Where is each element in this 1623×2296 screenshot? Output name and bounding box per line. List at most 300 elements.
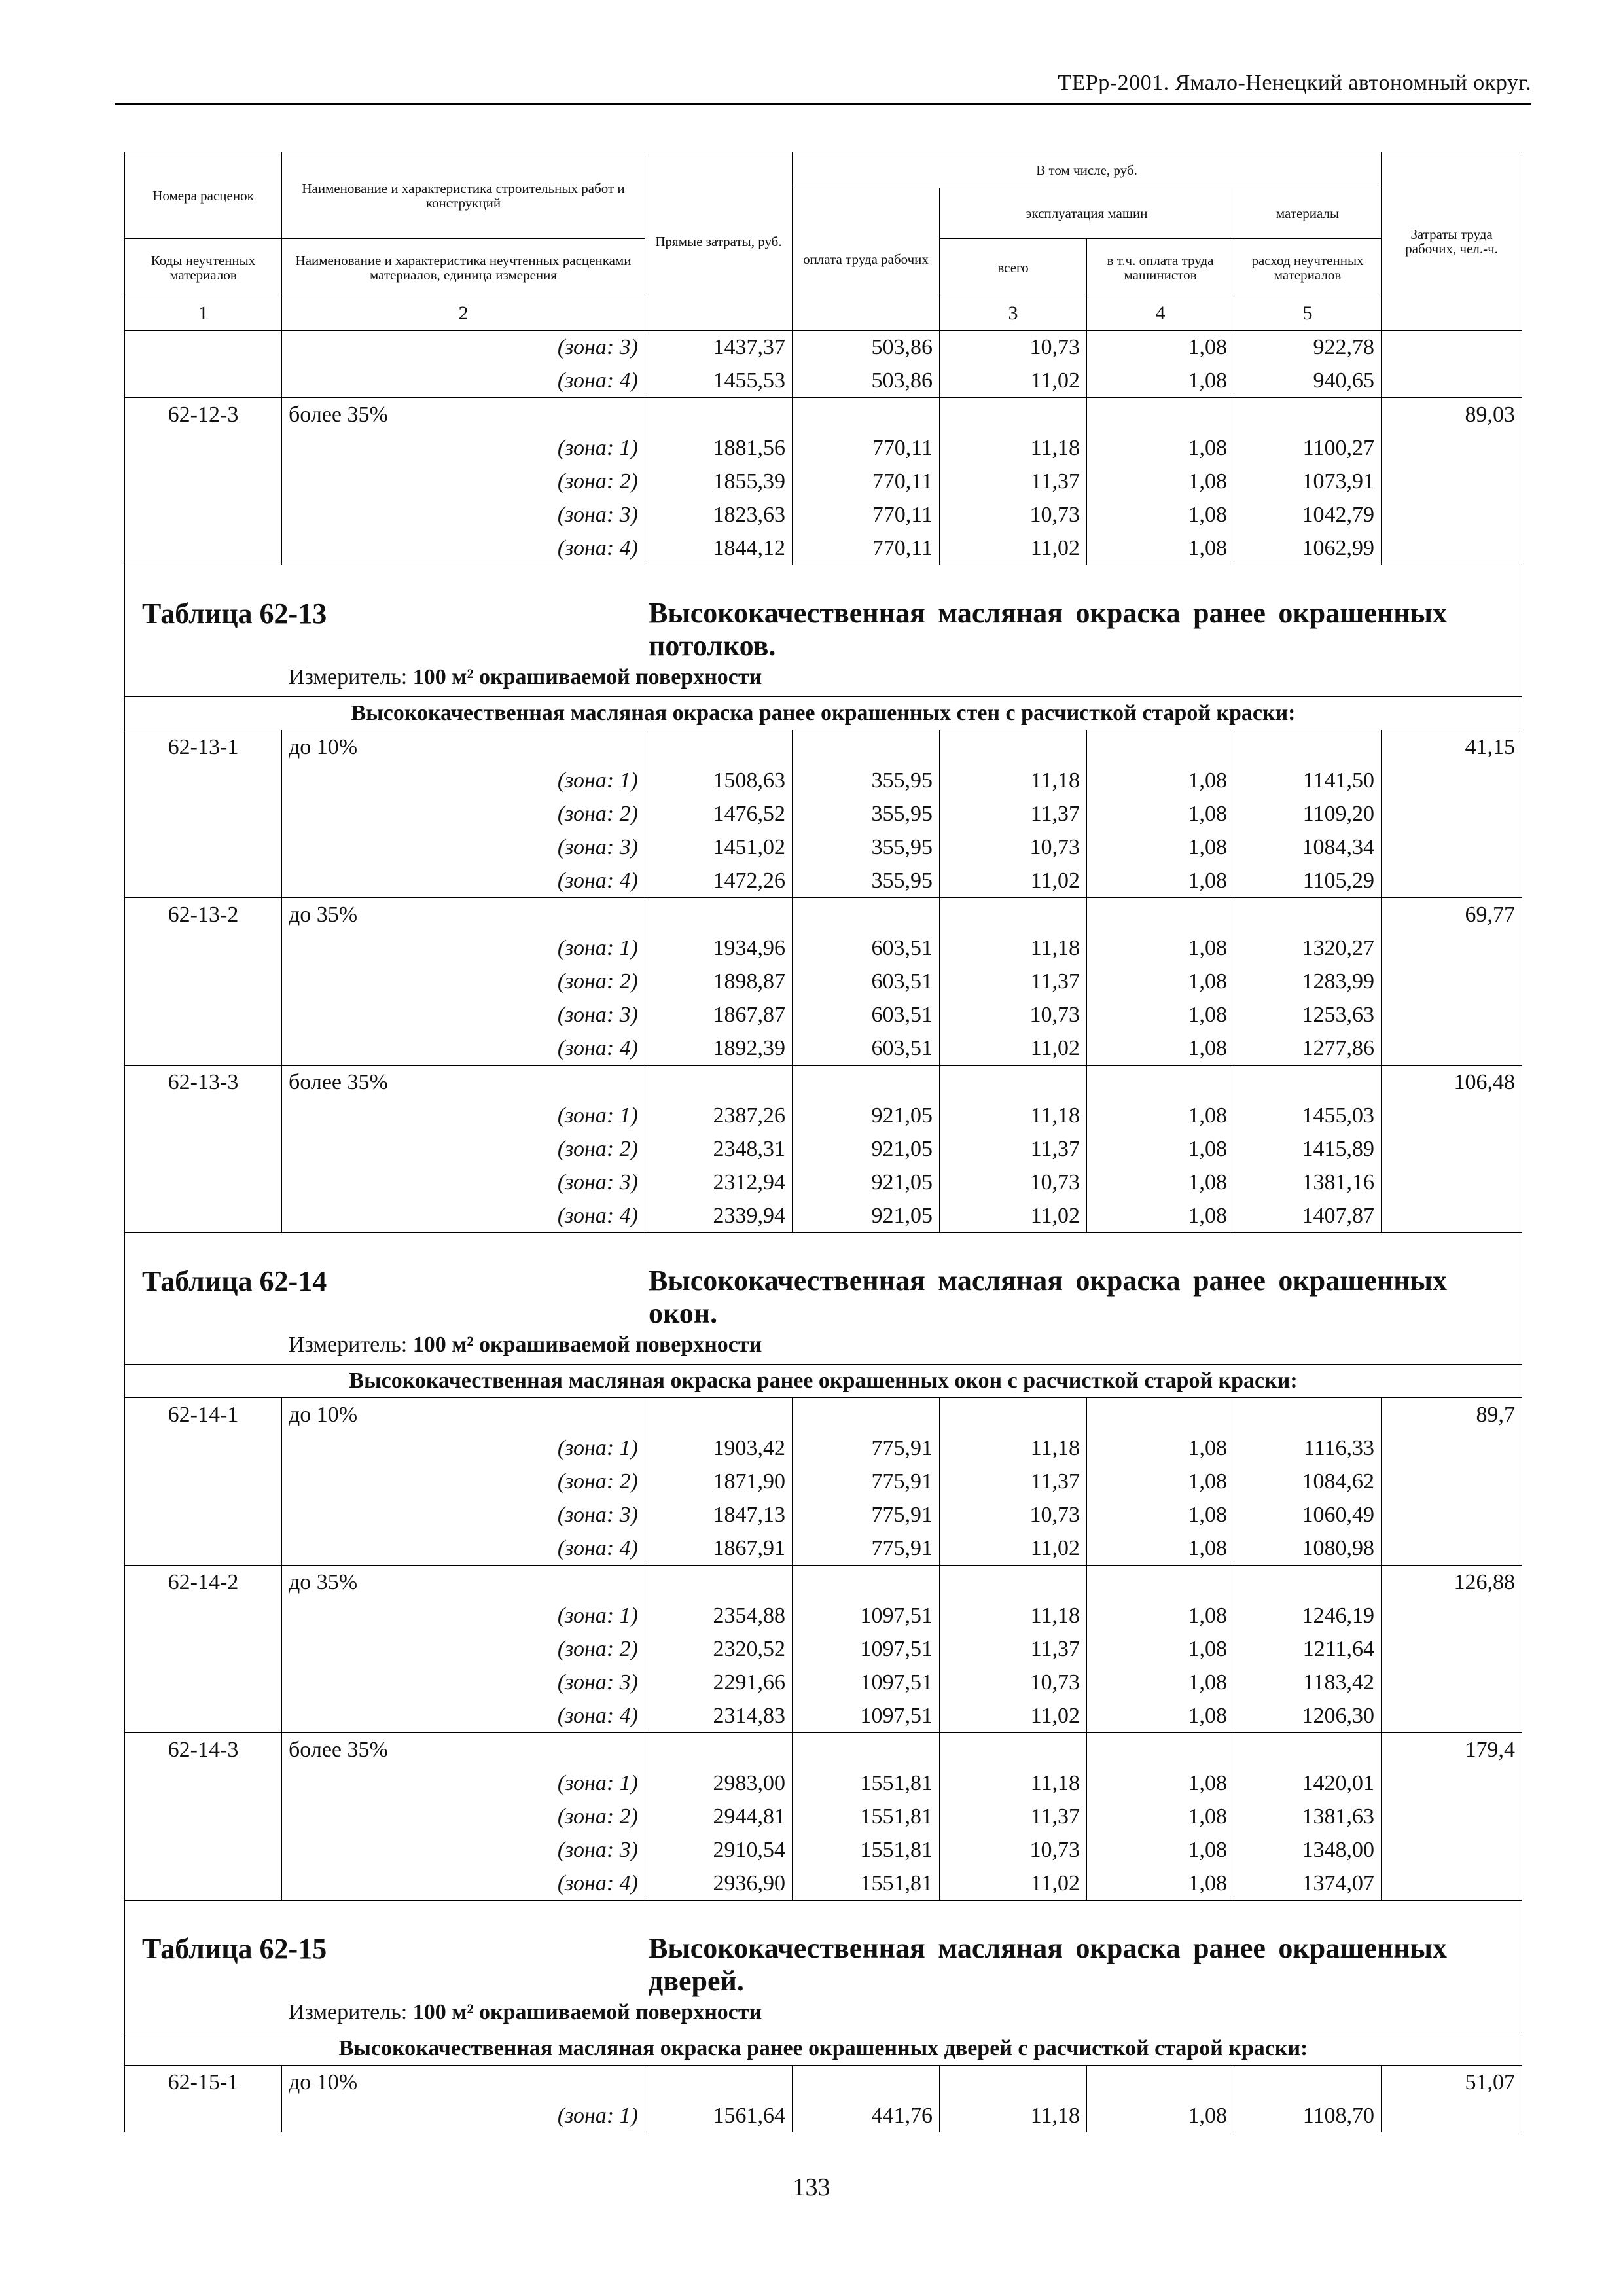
value-direct: 2320,52 [645,1632,793,1666]
running-header: ТЕРр-2001. Ямало-Ненецкий автономный округ. [1058,71,1531,95]
value-operators: 1,08 [1087,331,1234,365]
zone-label: (зона: 3) [282,331,645,365]
table-subheading: Высококачественная масляная окраска ранее окрашенных стен с расчисткой старой краски: [125,697,1522,730]
measurement-value: 100 м² окрашиваемой поверхности [412,2000,762,2024]
labor-hours: 51,07 [1382,2066,1522,2100]
header-labor-costs: Затраты труда рабочих, чел.-ч. [1382,152,1522,331]
table-row [125,1132,1522,1166]
labor-hours [1382,364,1522,398]
value-direct: 2910,54 [645,1833,793,1867]
value-operators: 1,08 [1087,1699,1234,1733]
zone-label: (зона: 4) [282,864,645,898]
labor-hours: 179,4 [1382,1733,1522,1767]
value-machines: 11,02 [940,1199,1087,1233]
table-row [125,1833,1522,1867]
labor-hours [1382,1199,1522,1233]
value-labor: 503,86 [793,364,940,398]
value-machines: 11,37 [940,1632,1087,1666]
zone-label: (зона: 3) [282,831,645,864]
value-direct: 1855,39 [645,465,793,498]
table-section-header [125,1233,1522,1365]
labor-hours: 41,15 [1382,730,1522,764]
column-number: 2 [282,296,645,331]
labor-hours [1382,1166,1522,1199]
value-direct: 1508,63 [645,764,793,797]
value-labor: 775,91 [793,1532,940,1566]
table-subheading-row [125,697,1522,730]
value-materials: 1062,99 [1234,531,1382,565]
labor-hours: 126,88 [1382,1566,1522,1600]
rate-code [125,364,282,398]
labor-hours: 69,77 [1382,898,1522,932]
zone-label: (зона: 2) [282,965,645,998]
value-operators: 1,08 [1087,1632,1234,1666]
table-section-header [125,565,1522,697]
table-row [125,898,1522,932]
value-operators: 1,08 [1087,1767,1234,1800]
header-material-codes: Коды неучтенных материалов [125,239,282,296]
zone-label: (зона: 3) [282,998,645,1031]
value-labor [793,2066,940,2100]
table-row [125,1532,1522,1566]
value-operators: 1,08 [1087,965,1234,998]
table-subheading: Высококачественная масляная окраска ранее окрашенных окон с расчисткой старой краски: [125,1365,1522,1398]
zone-label: (зона: 2) [282,465,645,498]
value-operators: 1,08 [1087,1833,1234,1867]
value-materials: 1105,29 [1234,864,1382,898]
value-labor: 770,11 [793,431,940,465]
value-materials: 1073,91 [1234,465,1382,498]
rate-description: до 10% [282,1398,645,1432]
value-labor: 770,11 [793,465,940,498]
value-materials [1234,1733,1382,1767]
value-direct [645,1566,793,1600]
value-operators: 1,08 [1087,1465,1234,1498]
zone-label: (зона: 1) [282,1431,645,1465]
value-machines: 11,02 [940,1031,1087,1066]
value-machines: 11,02 [940,1532,1087,1566]
zone-label: (зона: 2) [282,797,645,831]
value-labor [793,898,940,932]
value-direct: 2983,00 [645,1767,793,1800]
value-direct: 1455,53 [645,364,793,398]
labor-hours [1382,1800,1522,1833]
labor-hours [1382,1498,1522,1532]
value-operators [1087,1566,1234,1600]
value-direct: 2354,88 [645,1599,793,1632]
rate-code [125,498,282,531]
value-operators: 1,08 [1087,1532,1234,1566]
value-machines: 11,18 [940,931,1087,965]
rate-code: 62-14-3 [125,1733,282,1767]
rate-code: 62-14-1 [125,1398,282,1432]
value-materials: 1348,00 [1234,1833,1382,1867]
value-machines: 11,18 [940,1099,1087,1132]
rates-table [124,152,1522,2132]
value-direct: 2348,31 [645,1132,793,1166]
header-direct-costs: Прямые затраты, руб. [645,152,793,331]
value-operators: 1,08 [1087,465,1234,498]
rate-description: до 35% [282,1566,645,1600]
table-subheading-row [125,1365,1522,1398]
labor-hours [1382,998,1522,1031]
value-direct [645,1066,793,1100]
table-row [125,1199,1522,1233]
table-row [125,1431,1522,1465]
labor-hours: 89,7 [1382,1398,1522,1432]
value-machines [940,1398,1087,1432]
rate-code: 62-15-1 [125,2066,282,2100]
value-labor: 1551,81 [793,1767,940,1800]
measurement-label: Измеритель: [289,1333,408,1357]
table-title: Высококачественная масляная окраска ранее окрашенных окон. [649,1265,1447,1329]
measurement-label: Измеритель: [289,2000,408,2024]
value-operators [1087,1066,1234,1100]
rate-code [125,1199,282,1233]
value-labor [793,1566,940,1600]
header-total: всего [940,239,1087,296]
value-labor: 603,51 [793,965,940,998]
value-labor [793,1066,940,1100]
value-machines: 11,18 [940,2099,1087,2132]
labor-hours [1382,1532,1522,1566]
rate-code [125,998,282,1031]
table-row [125,398,1522,432]
value-materials [1234,2066,1382,2100]
value-operators: 1,08 [1087,431,1234,465]
value-materials: 1277,86 [1234,1031,1382,1066]
table-number: Таблица 62-15 [142,1933,327,1965]
header-labor-pay: оплата труда рабочих [793,188,940,331]
table-title: Высококачественная масляная окраска ранее окрашенных дверей. [649,1932,1447,1997]
value-materials [1234,1066,1382,1100]
table-number: Таблица 62-13 [142,598,327,630]
value-labor: 775,91 [793,1465,940,1498]
rate-code [125,1166,282,1199]
zone-label: (зона: 1) [282,764,645,797]
value-labor: 355,95 [793,797,940,831]
value-labor: 1097,51 [793,1632,940,1666]
rate-code [125,931,282,965]
value-operators [1087,730,1234,764]
value-machines: 10,73 [940,1833,1087,1867]
value-direct: 1871,90 [645,1465,793,1498]
table-row [125,1599,1522,1632]
value-direct [645,730,793,764]
rate-code [125,1699,282,1733]
labor-hours [1382,1099,1522,1132]
value-machines: 10,73 [940,1498,1087,1532]
page-number: 133 [793,2174,830,2201]
header-unaccounted-materials: расход неучтенных материалов [1234,239,1382,296]
labor-hours [1382,1632,1522,1666]
column-number: 1 [125,296,282,331]
value-materials: 1415,89 [1234,1132,1382,1166]
value-machines: 10,73 [940,1666,1087,1699]
value-labor [793,1733,940,1767]
table-row [125,1867,1522,1901]
labor-hours [1382,864,1522,898]
labor-hours [1382,2099,1522,2132]
value-direct: 1903,42 [645,1431,793,1465]
value-machines: 10,73 [940,1166,1087,1199]
table-row [125,764,1522,797]
zone-label: (зона: 3) [282,1833,645,1867]
zone-label: (зона: 3) [282,1666,645,1699]
zone-label: (зона: 3) [282,498,645,531]
table-row [125,331,1522,365]
value-machines [940,730,1087,764]
value-machines: 10,73 [940,331,1087,365]
table-row [125,1498,1522,1532]
value-labor: 355,95 [793,831,940,864]
table-row [125,1767,1522,1800]
value-machines: 11,02 [940,364,1087,398]
value-machines [940,1066,1087,1100]
rate-code [125,764,282,797]
value-materials: 1246,19 [1234,1599,1382,1632]
value-operators [1087,1733,1234,1767]
value-labor: 921,05 [793,1099,940,1132]
value-machines: 10,73 [940,498,1087,531]
labor-hours [1382,331,1522,365]
value-labor [793,398,940,432]
table-row [125,2066,1522,2100]
header-material-name: Наименование и характеристика неучтенных расценками материалов, единица измерения [282,239,645,296]
rate-code [125,1132,282,1166]
value-materials: 1080,98 [1234,1532,1382,1566]
value-direct [645,1398,793,1432]
value-materials: 940,65 [1234,364,1382,398]
rate-code [125,1031,282,1066]
rate-code [125,1833,282,1867]
value-materials: 1183,42 [1234,1666,1382,1699]
value-operators: 1,08 [1087,364,1234,398]
value-labor: 1097,51 [793,1699,940,1733]
column-number: 3 [940,296,1087,331]
measurement-value: 100 м² окрашиваемой поверхности [412,1333,762,1357]
labor-hours [1382,531,1522,565]
value-direct: 1881,56 [645,431,793,465]
table-row [125,730,1522,764]
value-materials: 1109,20 [1234,797,1382,831]
value-materials: 1211,64 [1234,1632,1382,1666]
value-operators: 1,08 [1087,498,1234,531]
zone-label: (зона: 2) [282,1132,645,1166]
value-direct: 1451,02 [645,831,793,864]
zone-label: (зона: 4) [282,1199,645,1233]
zone-label: (зона: 4) [282,1532,645,1566]
value-direct [645,2066,793,2100]
header-including: В том числе, руб. [793,152,1382,188]
rate-code [125,1867,282,1901]
table-title: Высококачественная масляная окраска ранее окрашенных потолков. [649,597,1447,662]
rate-code [125,797,282,831]
value-machines: 11,37 [940,1800,1087,1833]
value-labor [793,1398,940,1432]
table-row [125,364,1522,398]
rate-code [125,431,282,465]
labor-hours [1382,831,1522,864]
value-direct: 1934,96 [645,931,793,965]
value-labor: 603,51 [793,1031,940,1066]
labor-hours [1382,764,1522,797]
value-labor: 921,05 [793,1199,940,1233]
rate-code [125,531,282,565]
value-machines [940,1733,1087,1767]
table-row [125,1099,1522,1132]
value-machines: 11,37 [940,1465,1087,1498]
table-subheading: Высококачественная масляная окраска ранее окрашенных дверей с расчисткой старой краски: [125,2032,1522,2066]
header-operator-pay: в т.ч. оплата труда машинистов [1087,239,1234,296]
zone-label: (зона: 1) [282,1599,645,1632]
table-row [125,1699,1522,1733]
value-materials: 1455,03 [1234,1099,1382,1132]
table-row [125,998,1522,1031]
value-labor: 775,91 [793,1498,940,1532]
labor-hours [1382,1833,1522,1867]
value-operators: 1,08 [1087,1666,1234,1699]
value-materials [1234,898,1382,932]
rate-code [125,1465,282,1498]
value-operators: 1,08 [1087,1800,1234,1833]
zone-label: (зона: 2) [282,1800,645,1833]
rate-code: 62-13-1 [125,730,282,764]
rate-description: до 10% [282,2066,645,2100]
value-operators: 1,08 [1087,831,1234,864]
value-direct: 1898,87 [645,965,793,998]
rate-code [125,1099,282,1132]
table-row [125,1031,1522,1066]
rate-code: 62-12-3 [125,398,282,432]
table-row [125,1733,1522,1767]
column-number: 5 [1234,296,1382,331]
rate-code [125,2099,282,2132]
value-machines [940,1566,1087,1600]
value-labor: 770,11 [793,531,940,565]
value-operators: 1,08 [1087,931,1234,965]
value-materials: 1084,34 [1234,831,1382,864]
header-rate-number: Номера расценок [125,152,282,239]
value-labor: 775,91 [793,1431,940,1465]
table-row [125,1166,1522,1199]
value-machines: 11,18 [940,1599,1087,1632]
labor-hours [1382,931,1522,965]
labor-hours [1382,1699,1522,1733]
header-materials: материалы [1234,188,1382,239]
value-machines: 11,37 [940,1132,1087,1166]
value-labor: 1551,81 [793,1867,940,1901]
value-labor: 603,51 [793,931,940,965]
value-machines: 11,02 [940,531,1087,565]
value-operators: 1,08 [1087,1431,1234,1465]
value-direct: 1472,26 [645,864,793,898]
value-operators: 1,08 [1087,1498,1234,1532]
value-operators [1087,398,1234,432]
value-operators: 1,08 [1087,864,1234,898]
value-materials [1234,398,1382,432]
value-operators: 1,08 [1087,2099,1234,2132]
rate-code [125,331,282,365]
rate-code: 62-13-3 [125,1066,282,1100]
zone-label: (зона: 4) [282,364,645,398]
labor-hours [1382,431,1522,465]
value-materials: 1381,16 [1234,1166,1382,1199]
value-materials: 1116,33 [1234,1431,1382,1465]
rate-code: 62-13-2 [125,898,282,932]
value-materials: 1320,27 [1234,931,1382,965]
value-materials: 1374,07 [1234,1867,1382,1901]
rate-code [125,1632,282,1666]
zone-label: (зона: 1) [282,2099,645,2132]
table-row [125,1800,1522,1833]
value-materials: 1042,79 [1234,498,1382,531]
value-labor: 1097,51 [793,1599,940,1632]
table-number: Таблица 62-14 [142,1265,327,1297]
value-machines: 10,73 [940,831,1087,864]
value-direct [645,898,793,932]
value-labor: 1551,81 [793,1833,940,1867]
table-row [125,931,1522,965]
table-section-header [125,1901,1522,2032]
zone-label: (зона: 3) [282,1166,645,1199]
zone-label: (зона: 4) [282,1031,645,1066]
value-labor: 441,76 [793,2099,940,2132]
rate-code [125,1599,282,1632]
value-direct: 2944,81 [645,1800,793,1833]
value-direct: 2387,26 [645,1099,793,1132]
value-materials: 1381,63 [1234,1800,1382,1833]
labor-hours [1382,797,1522,831]
value-machines: 11,18 [940,1767,1087,1800]
rate-description: более 35% [282,1066,645,1100]
value-direct: 1476,52 [645,797,793,831]
value-materials: 1206,30 [1234,1699,1382,1733]
table-row [125,1632,1522,1666]
header-machine-operation: эксплуатация машин [940,188,1234,239]
value-labor: 921,05 [793,1132,940,1166]
measurement-label: Измеритель: [289,665,408,689]
value-direct: 2291,66 [645,1666,793,1699]
measurement-unit [289,2000,762,2025]
value-labor: 1551,81 [793,1800,940,1833]
labor-hours [1382,1867,1522,1901]
value-direct: 1892,39 [645,1031,793,1066]
rate-code [125,864,282,898]
value-machines: 11,18 [940,764,1087,797]
zone-label: (зона: 1) [282,1099,645,1132]
header-rule [115,103,1531,105]
table-row [125,1566,1522,1600]
header-work-name: Наименование и характеристика строительных работ и конструкций [282,152,645,239]
labor-hours [1382,965,1522,998]
value-direct: 1561,64 [645,2099,793,2132]
value-operators: 1,08 [1087,1199,1234,1233]
rate-code: 62-14-2 [125,1566,282,1600]
rate-description: до 10% [282,730,645,764]
zone-label: (зона: 4) [282,531,645,565]
table-row [125,1666,1522,1699]
table-row [125,1398,1522,1432]
value-labor: 1097,51 [793,1666,940,1699]
rate-code [125,831,282,864]
value-materials: 1253,63 [1234,998,1382,1031]
zone-label: (зона: 1) [282,1767,645,1800]
labor-hours [1382,1431,1522,1465]
value-labor: 603,51 [793,998,940,1031]
value-machines: 10,73 [940,998,1087,1031]
value-operators: 1,08 [1087,797,1234,831]
